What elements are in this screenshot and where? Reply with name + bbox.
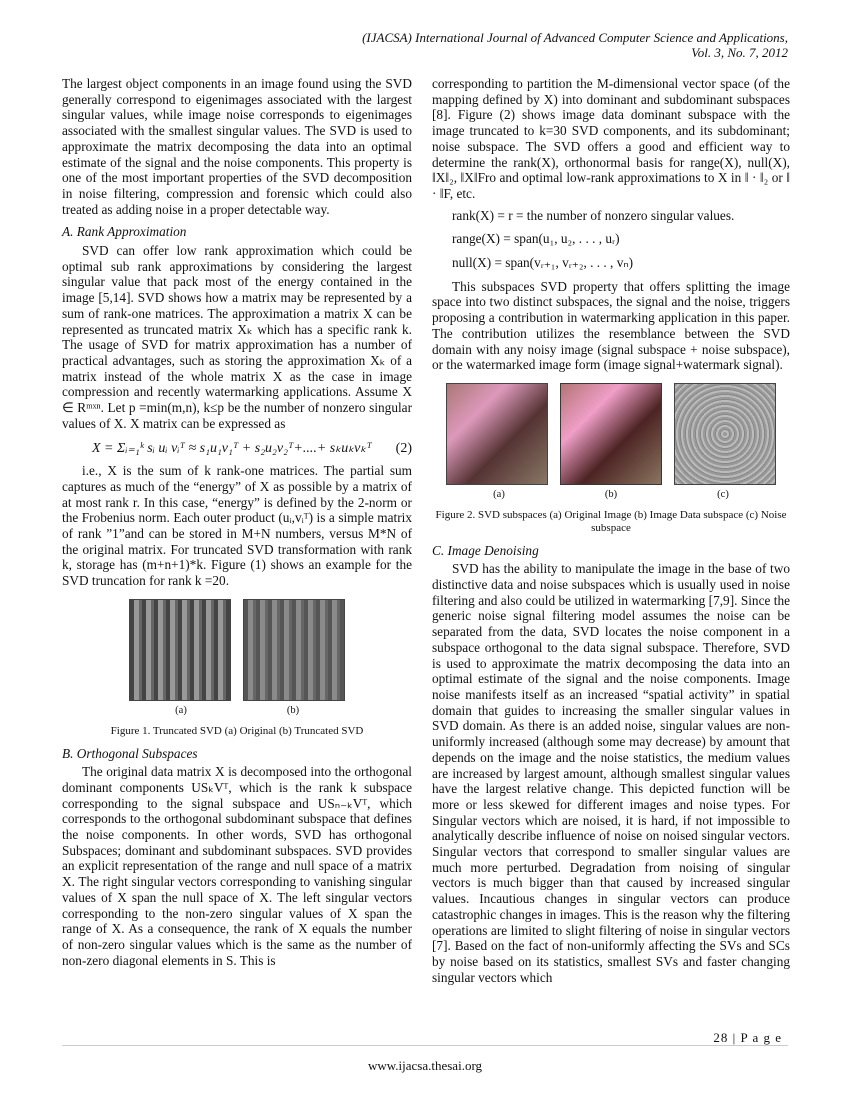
figure-label: (a) [175, 704, 187, 716]
section-heading-rank-approximation: A. Rank Approximation [62, 224, 187, 240]
math-line-rank: rank(X) = r = the number of nonzero singular values. [452, 207, 735, 223]
figure-1-caption: Figure 1. Truncated SVD (a) Original (b) Truncated SVD [110, 724, 364, 737]
figure-2b-image [560, 383, 662, 485]
paragraph: corresponding to partition the M-dimensional vector space (of the mapping defined by X) into dominant and subdominant subspaces [8]. Figure (2) shows image data dominant subspace with the image truncated to k=30 SVD components, and its subdominant; noise subspace. The SVD offers a good and efficient way to determine the rank(X), orthonormal basis for range(X), null(X), ‖X‖₂, ‖X‖Fro and optimal low-rank approximations to X in ‖ · ‖₂ or ‖ · ‖F, etc. [432, 76, 790, 201]
footer-divider [62, 1045, 788, 1046]
figure-2-labels [432, 487, 790, 503]
header-line-1: (IJACSA) International Journal of Advanced Computer Science and Applications, [362, 30, 788, 45]
journal-header [362, 30, 788, 60]
figure-label: (a) [493, 488, 505, 500]
paragraph: The original data matrix X is decomposed into the orthogonal dominant components USₖVᵀ, which is the rank k subspace corresponding to the signal subspace and USₙ₋ₖVᵀ, which corresponds to the orthogonal subdominant subspace that defines the noise components. In other words, SVD has orthogonal Subspaces; dominant and subdominant subspaces. SVD provides an explicit representation of the range and null space of a matrix X. The right singular vectors corresponding to vanishing singular values of X span the null space of X. The left singular vectors corresponding to the non-zero singular values of X span the range of X. As a consequence, the rank of X equals the number of non-zero singular values which is the same as the number of non-zero diagonal elements in S. This is [62, 764, 412, 968]
header-line-2: Vol. 3, No. 7, 2012 [691, 45, 788, 60]
right-column [432, 76, 790, 985]
math-line-null: null(X) = span(vᵣ₊₁, vᵣ₊₂, . . . , vₙ) [452, 255, 634, 271]
equation-body: X = Σᵢ₌₁ᵏ sᵢ uᵢ vᵢᵀ ≈ s₁u₁v₁ᵀ + s₂u₂v₂ᵀ+....+ sₖuₖvₖᵀ [92, 441, 372, 457]
footer-url: www.ijacsa.thesai.org [367, 1058, 483, 1073]
page-number: 28 | P a g e [713, 1030, 782, 1045]
figure-2c-image [674, 383, 776, 485]
equation-number: (2) [395, 441, 412, 457]
figure-1-labels [62, 703, 412, 719]
figure-2a-image [446, 383, 548, 485]
math-line-range: range(X) = span(u₁, u₂, . . . , uᵣ) [452, 231, 620, 247]
equation-2 [62, 441, 412, 457]
figure-2 [432, 383, 790, 485]
paragraph: SVD has the ability to manipulate the image in the base of two distinctive data and noise subspaces which is usually used in noise filtering and also could be utilized in watermarking [7,9]. Since the generic noise signal filtering model assumes the noise can be separated from the data, SVD locates the noise component in a subspace orthogonal to the data signal subspace. Therefore, SVD is used to approximate the matrix decomposing the data into an optimal estimate of the signal and the noise components. Image noise manifests itself as an increased “spatial activity” in spatial domain that guides to increasing the smaller singular values in SVD domain. As there is an added noise, singular values are non-uniformly increased (although some may decrease) by amount that depends on the image and the noise statistics, the medium values are increased by largest amount, although smallest singular values have the largest relative change. This depicted function will be more or less skewed for different images and noise types. For Singular vectors which are noised, it is hard, if not impossible to analytically describe influence of noise on noised singular vectors. Singular vectors that correspond to smaller singular values are much more perturbed. Degradation from noising of singular vectors is much bigger than that caused by increased singular values. Incautious changes in singular vectors can produce catastrophic changes in images. This is the reason why the filtering operations are limited to slight filtering of noise in singular vectors [7]. Based on the fact of non-uniformly affecting the SVs and SCs by noise based on its statistics, smallest SVs and faster changing singular vectors which [432, 561, 790, 985]
left-column [62, 76, 412, 968]
figure-2-caption: Figure 2. SVD subspaces (a) Original Image (b) Image Data subspace (c) Noise subspace [435, 508, 787, 534]
figure-1 [62, 599, 412, 701]
section-heading-image-denoising: C. Image Denoising [432, 542, 539, 558]
paragraph: SVD can offer low rank approximation which could be optimal sub rank approximations by considering the largest singular value that pack most of the energy contained in the image [5,14]. SVD shows how a matrix may be represented by a sum of rank-one matrices. The approximation a matrix X can be represented as truncated matrix Xₖ which has a specific rank k. The usage of SVD for matrix approximation has a number of practical advantages, such as storing the approximation Xₖ of a matrix instead of the whole matrix X as the case in image compression and recently watermarking applications. Assume X ∈ Rᵐˣⁿ. Let p =min(m,n), k≤p be the number of nonzero singular values of X. X matrix can be expressed as [62, 243, 412, 431]
figure-label: (b) [286, 704, 300, 716]
paragraph: This subspaces SVD property that offers splitting the image space into two distinct subspaces, the signal and the noise, triggers proposing a contribution in watermarking application in this paper. The contribution utilizes the resemblance between the SVD domain with any noisy image (signal subspace + noise subspace), or the watermarked image form (image signal+watermark signal). [432, 278, 790, 373]
figure-1a-image [129, 599, 231, 701]
paragraph: The largest object components in an image found using the SVD generally correspond to eigenimages associated with the largest singular values, while image noise corresponds to eigenimages associated with the smallest singular values. The SVD is used to approximate the matrix decomposing the data into an optimal estimate of the signal and the noise components. This property is one of the most important properties of the SVD decomposition in noise filtering, compression and forensic which could also treated as adding noise in a proper detectable way. [62, 76, 412, 217]
figure-1b-image [243, 599, 345, 701]
paragraph: i.e., X is the sum of k rank-one matrices. The partial sum captures as much of the “energy” of X as possible by a matrix of at most rank r. In this case, “energy” is defined by the 2-norm or the Frobenius norm. Each outer product (uᵢ,vᵢᵀ) is a simple matrix of rank ”1”and can be stored in M+N numbers, versus M*N of the original matrix. For truncated SVD transformation with rank k, storage has (m+n+1)*k. Figure (1) shows an example for the SVD truncation for rank k =20. [62, 463, 412, 589]
figure-label: (b) [604, 488, 618, 500]
section-heading-orthogonal-subspaces: B. Orthogonal Subspaces [62, 745, 198, 761]
figure-label: (c) [717, 488, 729, 500]
